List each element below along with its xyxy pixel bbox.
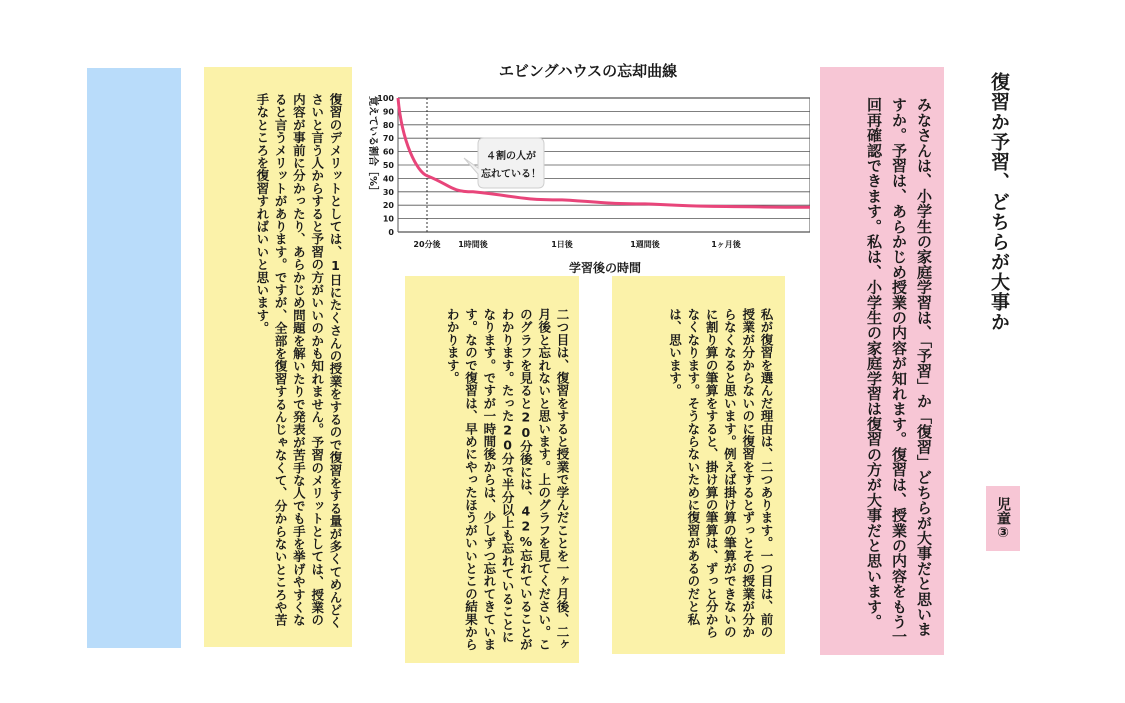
annotation-line-2: 忘れている！ — [481, 169, 541, 180]
annotation-line-1: ４割の人が — [486, 151, 536, 162]
annotation-callout — [464, 138, 544, 188]
x-tick-label: 1日後 — [551, 240, 573, 249]
y-tick-label: 50 — [382, 161, 394, 170]
x-tick-labels — [413, 239, 741, 249]
demerit-paragraph-panel — [204, 67, 352, 647]
y-tick-label: 30 — [382, 187, 394, 197]
intro-paragraph: みなさんは、小学生の家庭学習は、「予習」か「復習」どちらが大事だと思いますか。予習は、あらかじめ授業の内容が知れます。復習は、授業の内容をもう一回再確認できます。私は、小学生の家庭学習は復習の方が大事だと思います。 — [865, 97, 933, 645]
student-badge — [986, 486, 1020, 551]
reason-one-paragraph-panel — [612, 276, 785, 654]
x-axis-label: 学習後の時間 — [568, 261, 642, 275]
x-tick-label: 1ヶ月後 — [711, 240, 741, 249]
y-tick-label: 80 — [382, 120, 394, 130]
x-tick-label: 20分後 — [413, 240, 441, 249]
y-tick-label: 60 — [382, 147, 394, 157]
y-tick-label: 90 — [382, 107, 394, 117]
student-badge-label: 児童③ — [995, 496, 1011, 541]
forgetting-curve-line — [398, 98, 810, 207]
page-title: 復習か予習、どちらが大事か — [988, 72, 1010, 332]
blank-blue-panel — [87, 68, 181, 648]
demerit-paragraph: 復習のデメリットとしては、1日にたくさんの授業をするので復習をする量が多くてめんどくさいと言う人からすると予習の方がいいのかも知れません。予習のメリットとしては、授業の内容が事前に分かったり、あらかじめ問題を解いたりで発表が苦手な人でも手を挙げやすくなると言うメリットがあります。ですが、全部を復習するんじゃなくて、分からないところや苦手なところを復習すればいいと思います。 — [254, 93, 343, 629]
x-tick-label: 1時間後 — [458, 240, 488, 249]
intro-paragraph-panel — [820, 67, 944, 655]
y-tick-label: 10 — [382, 214, 394, 224]
reason-two-paragraph: 二つ目は、復習をすると授業で学んだことを一ヶ月後、二ヶ月後と忘れないと思います。上のグラフを見てください。このグラフを見ると20分後には、42%忘れていることがわかります。たった20分で半分以上も忘れていることになります。ですが一時間後からは、少しずつ忘れてきています。なので復習は、早めにやったほうがいいとこの結果からわかります。 — [445, 308, 570, 651]
y-tick-label: 0 — [388, 228, 394, 237]
forgetting-curve-chart — [360, 58, 810, 278]
chart-grid — [398, 98, 810, 232]
y-tick-label: 20 — [382, 201, 394, 211]
y-tick-label: 40 — [382, 174, 394, 184]
y-axis-label: 覚えている割合［%］ — [367, 96, 378, 197]
reason-one-paragraph: 私が復習を選んだ理由は、二つあります。一つ目は、前の授業が分からないのに復習をするとずっとその授業が分からなくなると思います。例えば掛け算の筆算ができないのに割り算の筆算をすると、掛け算の筆算は、ずっと分からなくなります。そうならないために復習があるのだと私は、思います。 — [667, 308, 774, 639]
reason-two-paragraph-panel — [405, 276, 579, 663]
y-tick-label: 100 — [377, 94, 394, 103]
chart-title: エビングハウスの忘却曲線 — [498, 62, 678, 80]
y-tick-label: 70 — [382, 134, 394, 144]
y-tick-labels — [377, 94, 394, 237]
annotation-bubble — [464, 138, 544, 188]
x-tick-label: 1週間後 — [630, 240, 660, 249]
